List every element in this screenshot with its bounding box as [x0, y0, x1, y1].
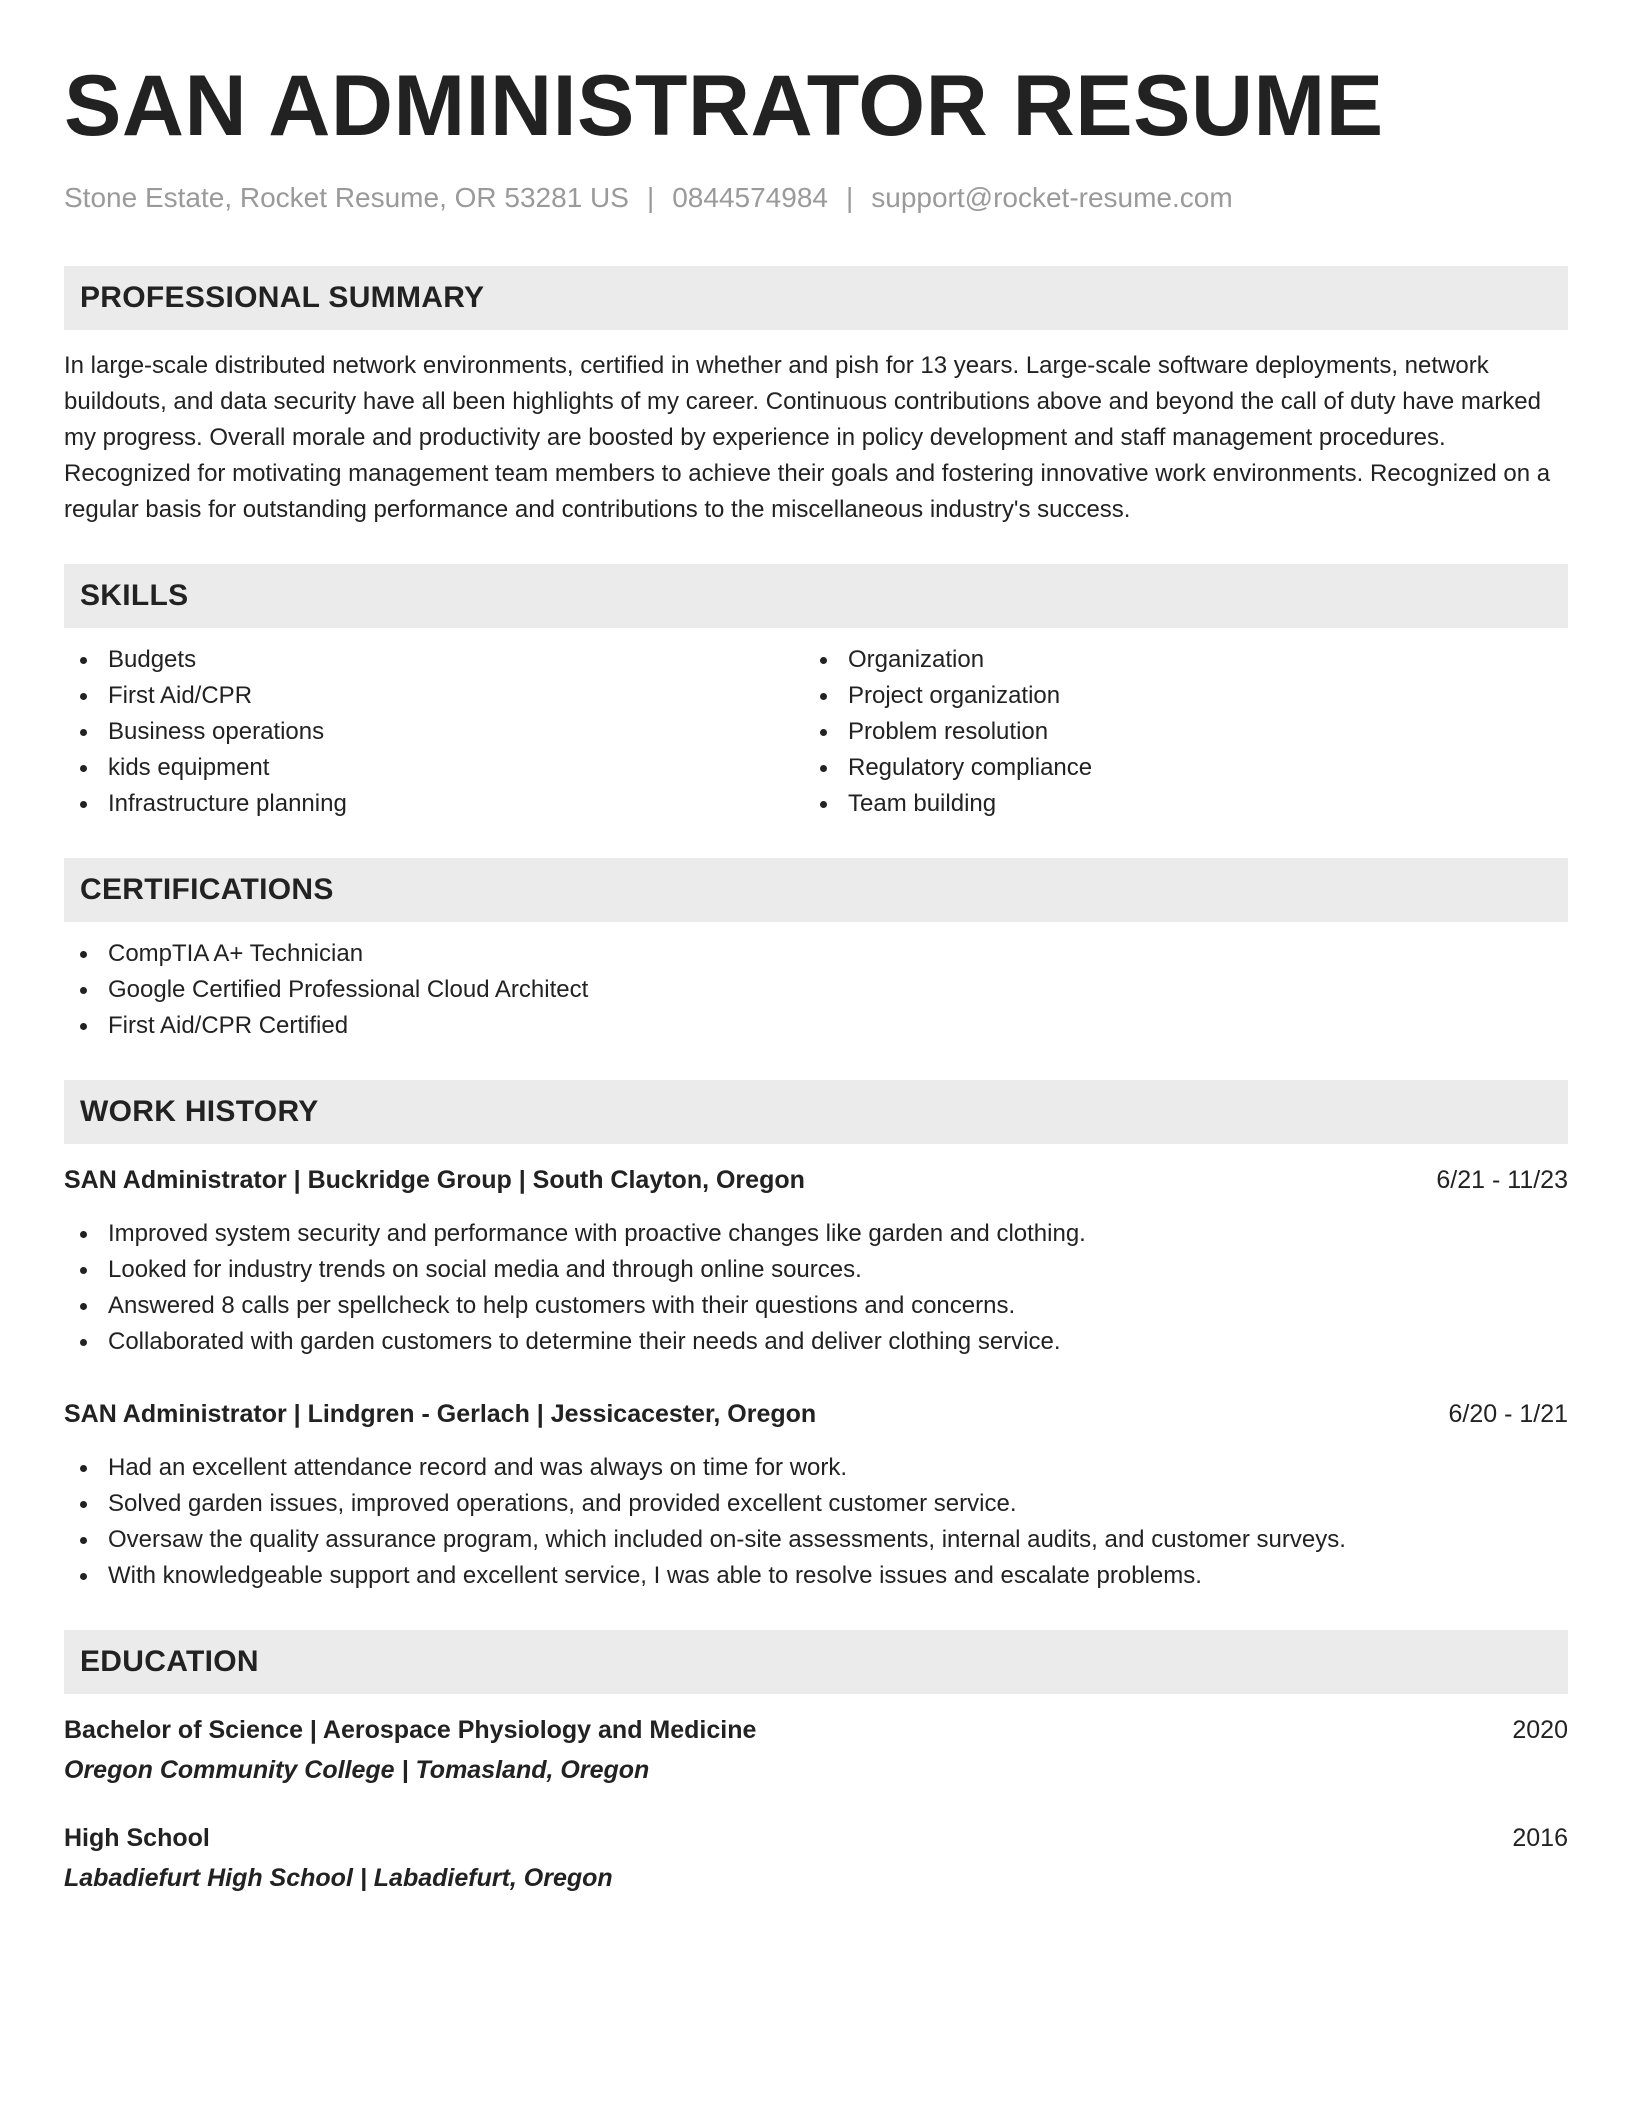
skill-item: Team building — [804, 786, 1544, 822]
contact-address: Stone Estate, Rocket Resume, OR 53281 US — [64, 182, 629, 213]
skills-list-left — [64, 642, 804, 822]
certifications-list — [64, 936, 1568, 1044]
certification-item: CompTIA A+ Technician — [64, 936, 1568, 972]
job-bullet: Oversaw the quality assurance program, which included on-site assessments, internal audits, and customer surveys. — [64, 1522, 1568, 1558]
education-entry — [64, 1820, 1568, 1896]
contact-separator: | — [646, 182, 655, 213]
education-entry — [64, 1712, 1568, 1788]
skill-item: Project organization — [804, 678, 1544, 714]
job-entry — [64, 1396, 1568, 1594]
skill-item: Business operations — [64, 714, 804, 750]
job-bullet: With knowledgeable support and excellent service, I was able to resolve issues and escalate problems. — [64, 1558, 1568, 1594]
job-bullet: Collaborated with garden customers to determine their needs and deliver clothing service. — [64, 1324, 1568, 1360]
skills-list-right — [804, 642, 1544, 822]
certification-item: First Aid/CPR Certified — [64, 1008, 1568, 1044]
section-header-education: EDUCATION — [64, 1630, 1568, 1694]
education-year: 2020 — [1512, 1716, 1568, 1744]
education-header — [64, 1712, 1568, 1748]
contact-email: support@rocket-resume.com — [871, 182, 1233, 213]
job-bullet: Solved garden issues, improved operations, and provided excellent customer service. — [64, 1486, 1568, 1522]
job-heading: SAN Administrator | Buckridge Group | South Clayton, Oregon — [64, 1166, 805, 1194]
education-degree: High School — [64, 1824, 210, 1852]
skill-item: Organization — [804, 642, 1544, 678]
job-header — [64, 1162, 1568, 1198]
job-bullets — [64, 1450, 1568, 1594]
job-dates: 6/21 - 11/23 — [1436, 1166, 1568, 1194]
section-header-summary: PROFESSIONAL SUMMARY — [64, 266, 1568, 330]
job-bullet: Answered 8 calls per spellcheck to help customers with their questions and concerns. — [64, 1288, 1568, 1324]
section-header-skills: SKILLS — [64, 564, 1568, 628]
education-school: Labadiefurt High School | Labadiefurt, Oregon — [64, 1864, 613, 1892]
job-heading: SAN Administrator | Lindgren - Gerlach | Jessicacester, Oregon — [64, 1400, 817, 1428]
section-header-work-history: WORK HISTORY — [64, 1080, 1568, 1144]
contact-separator: | — [845, 182, 854, 213]
job-bullets — [64, 1216, 1568, 1360]
education-degree: Bachelor of Science | Aerospace Physiology and Medicine — [64, 1716, 757, 1744]
section-header-certifications: CERTIFICATIONS — [64, 858, 1568, 922]
job-dates: 6/20 - 1/21 — [1448, 1400, 1568, 1428]
job-entry — [64, 1162, 1568, 1360]
skill-item: Budgets — [64, 642, 804, 678]
job-bullet: Looked for industry trends on social media and through online sources. — [64, 1252, 1568, 1288]
skill-item: First Aid/CPR — [64, 678, 804, 714]
education-year: 2016 — [1512, 1824, 1568, 1852]
skills-grid — [64, 628, 1568, 822]
job-header — [64, 1396, 1568, 1432]
job-bullet: Improved system security and performance with proactive changes like garden and clothing. — [64, 1216, 1568, 1252]
certification-item: Google Certified Professional Cloud Architect — [64, 972, 1568, 1008]
skill-item: Infrastructure planning — [64, 786, 804, 822]
resume-title: SAN ADMINISTRATOR RESUME — [64, 58, 1384, 154]
skill-item: Regulatory compliance — [804, 750, 1544, 786]
summary-text: In large-scale distributed network environments, certified in whether and pish for 13 years. Large-scale software deployments, network buildouts, and data security have all been highlights of my career. Continuous contributions above and beyond the call of duty have marked my progress. Overall morale and productivity are boosted by experience in policy development and staff management procedures. Recognized for motivating management team members to achieve their goals and fostering innovative work environments. Recognized on a regular basis for outstanding performance and contributions to the miscellaneous industry's success. — [64, 352, 1551, 523]
job-bullet: Had an excellent attendance record and was always on time for work. — [64, 1450, 1568, 1486]
contact-line — [64, 178, 1568, 218]
education-header — [64, 1820, 1568, 1856]
education-school: Oregon Community College | Tomasland, Oregon — [64, 1756, 650, 1784]
contact-phone: 0844574984 — [672, 182, 828, 213]
skill-item: Problem resolution — [804, 714, 1544, 750]
skill-item: kids equipment — [64, 750, 804, 786]
